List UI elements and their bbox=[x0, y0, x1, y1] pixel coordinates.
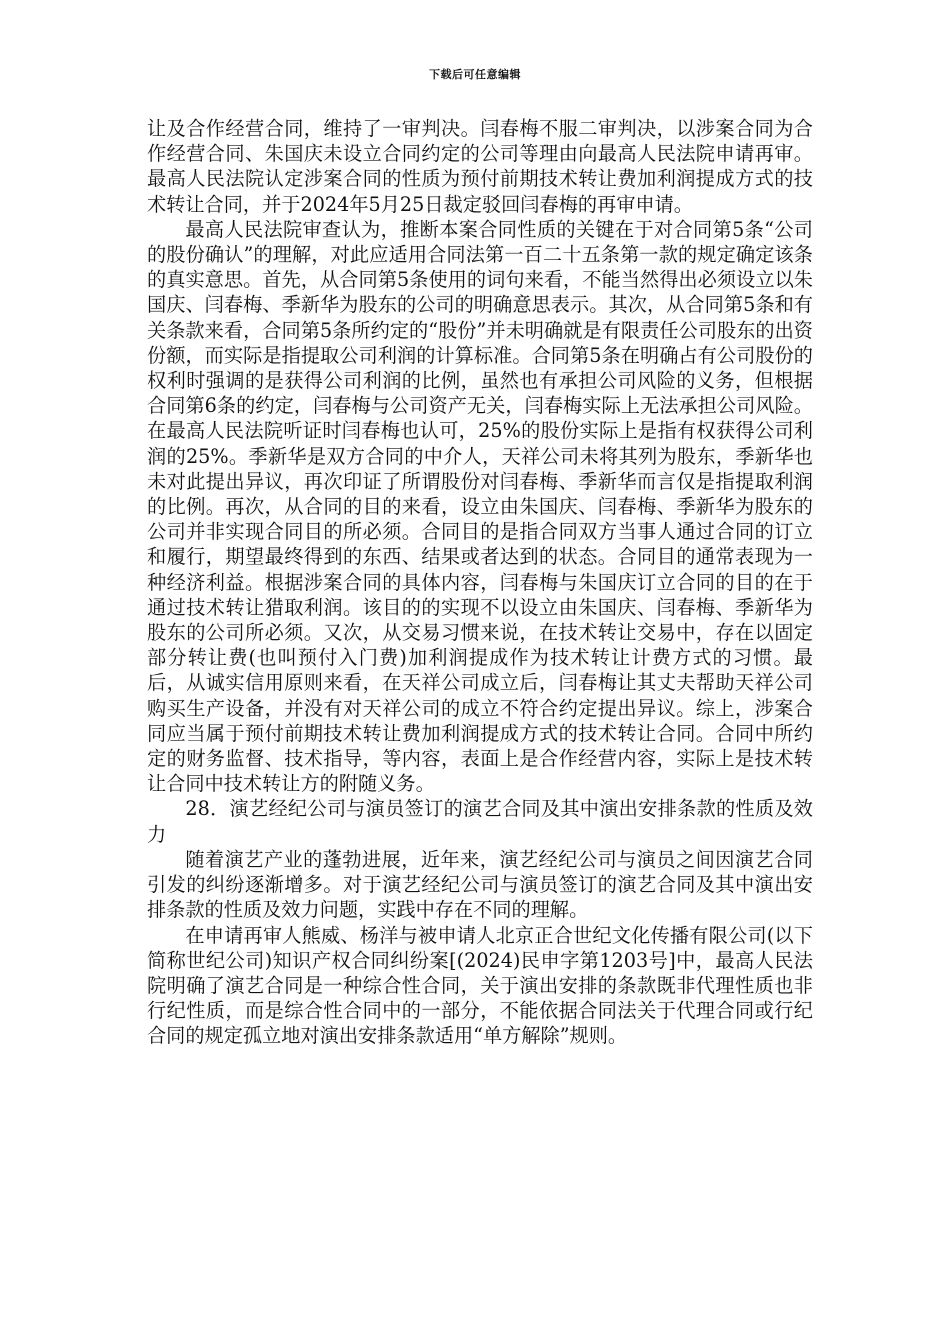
page-header: 下载后可任意编辑 bbox=[429, 68, 521, 81]
document-body bbox=[147, 116, 813, 1049]
paragraph-court-review: 最高人民法院审查认为，推断本案合同性质的关键在于对合同第5条“公司的股份确认”的理解，对此应适用合同法第一百二十五条第一款的规定确定该条的真实意思。首先，从合同第5条使用的词句来看，不能当然得出必须设立以朱国庆、闫春梅、季新华为股东的公司的明确意思表示。其次，从合同第5条和有关条款来看，合同第5条所约定的“股份”并未明确就是有限责任公司股东的出资份额，而实际是指提取公司利润的计算标准。合同第5条在明确占有公司股份的权利时强调的是获得公司利润的比例，虽然也有承担公司风险的义务，但根据合同第6条的约定，闫春梅与公司资产无关，闫春梅实际上无法承担公司风险。在最高人民法院听证时闫春梅也认可，25%的股份实际上是指有权获得公司利润的25%。季新华是双方合同的中介人，天祥公司未将其列为股东，季新华也未对此提出异议，再次印证了所谓股份对闫春梅、季新华而言仅是指提取利润的比例。再次，从合同的目的来看，设立由朱国庆、闫春梅、季新华为股东的公司并非实现合同目的所必须。合同目的是指合同双方当事人通过合同的订立和履行，期望最终得到的东西、结果或者达到的状态。合同目的通常表现为一种经济利益。根据涉案合同的具体内容，闫春梅与朱国庆订立合同的目的在于通过技术转让猎取利润。该目的的实现不以设立由朱国庆、闫春梅、季新华为股东的公司所必须。又次，从交易习惯来说，在技术转让交易中，存在以固定部分转让费(也叫预付入门费)加利润提成作为技术转让计费方式的习惯。最后，从诚实信用原则来看，在天祥公司成立后，闫春梅让其丈夫帮助天祥公司购买生产设备，并没有对天祥公司的成立不符合约定提出异议。综上，涉案合同应当属于预付前期技术转让费加利润提成方式的技术转让合同。合同中所约定的财务监督、技术指导，等内容，表面上是合作经营内容，实际上是技术转让合同中技术转让方的附随义务。 bbox=[147, 217, 813, 796]
paragraph-industry-background: 随着演艺产业的蓬勃进展，近年来，演艺经纪公司与演员之间因演艺合同引发的纠纷逐渐增多。对于演艺经纪公司与演员签订的演艺合同及其中演出安排条款的性质及效力问题，实践中存在不同的理解。 bbox=[147, 847, 813, 922]
paragraph-continuation: 让及合作经营合同，维持了一审判决。闫春梅不服二审判决，以涉案合同为合作经营合同、朱国庆未设立合同约定的公司等理由向最高人民法院申请再审。最高人民法院认定涉案合同的性质为预付前期技术转让费加利润提成方式的技术转让合同，并于2024年5月25日裁定驳回闫春梅的再审申请。 bbox=[147, 117, 813, 216]
section-heading-28: 28．演艺经纪公司与演员签订的演艺合同及其中演出安排条款的性质及效力 bbox=[147, 797, 813, 846]
paragraph-case-summary: 在申请再审人熊威、杨洋与被申请人北京正合世纪文化传播有限公司(以下简称世纪公司)知识产权合同纠纷案[(2024)民申字第1203号]中，最高人民法院明确了演艺合同是一种综合性合同，关于演出安排的条款既非代理性质也非行纪性质，而是综合性合同中的一部分，不能依据合同法关于代理合同或行纪合同的规定孤立地对演出安排条款适用“单方解除”规则。 bbox=[147, 923, 813, 1048]
